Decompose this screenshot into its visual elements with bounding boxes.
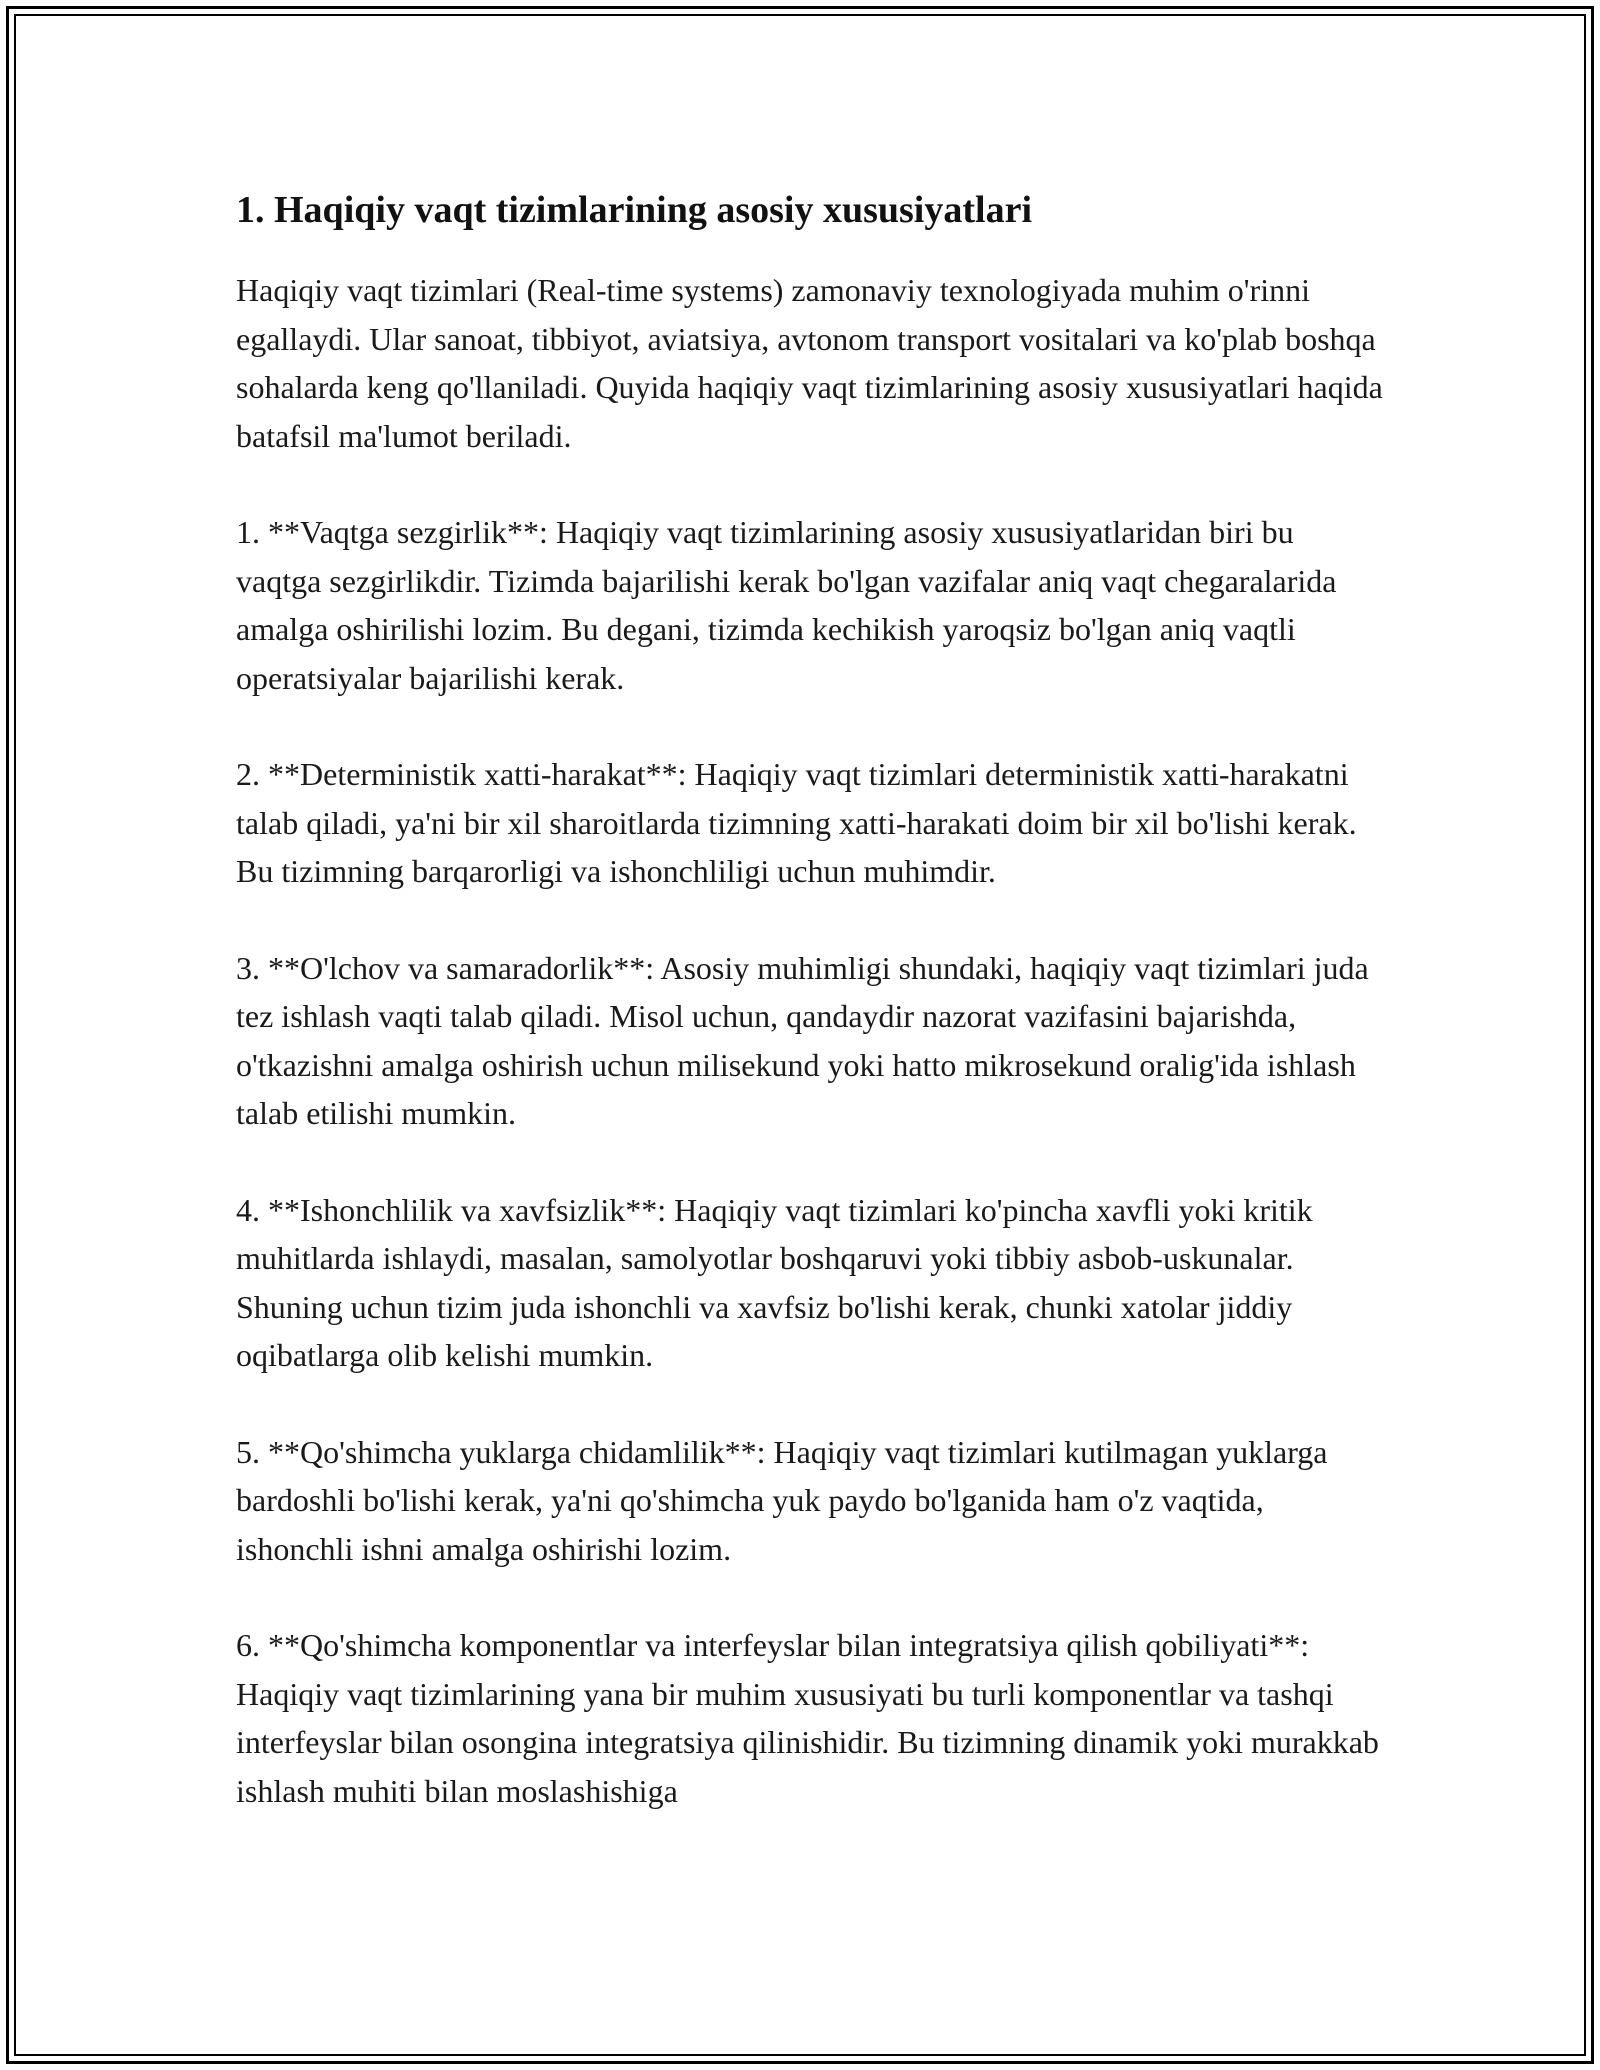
paragraph-performance: 3. **O'lchov va samaradorlik**: Asosiy muhimligi shundaki, haqiqiy vaqt tizimlari juda tez ishlash vaqti talab qiladi. Misol uchun, qandaydir nazorat vazifasini bajarishda, o'tkazishni amalga oshirish uchun milisekund yoki hatto mikrosekund oralig'ida ishlash talab etilishi mumkin. [236,949,1369,1131]
paragraph-load-tolerance: 5. **Qo'shimcha yuklarga chidamlilik**: Haqiqiy vaqt tizimlari kutilmagan yuklarga bardoshli bo'lishi kerak, ya'ni qo'shimcha yuk paydo bo'lganida ham o'z vaqtida, ishonchli ishni amalga oshirishi lozim. [236,1433,1328,1567]
document-body [236,184,1386,1863]
intro-paragraph: Haqiqiy vaqt tizimlari (Real-time systems) zamonaviy texnologiyada muhim o'rinni egallaydi. Ular sanoat, tibbiyot, aviatsiya, avtonom transport vositalari va ko'plab boshqa sohalarda keng qo'llaniladi. Quyida haqiqiy vaqt tizimlarining asosiy xususiyatlari haqida batafsil ma'lumot beriladi. [236,272,1383,454]
section-heading: 1. Haqiqiy vaqt tizimlarining asosiy xususiyatlari [236,189,1032,231]
paragraph-integration: 6. **Qo'shimcha komponentlar va interfeyslar bilan integratsiya qilish qobiliyati**: Haqiqiy vaqt tizimlarining yana bir muhim xususiyati bu turli komponentlar va tashqi interfeyslar bilan osongina integratsiya qilinishidir. Bu tizimning dinamik yoki murakkab ishlash muhiti bilan moslashishiga [236,1627,1379,1809]
paragraph-time-sensitivity: 1. **Vaqtga sezgirlik**: Haqiqiy vaqt tizimlarining asosiy xususiyatlaridan biri bu vaqtga sezgirlikdir. Tizimda bajarilishi kerak bo'lgan vazifalar aniq vaqt chegaralarida amalga oshirilishi lozim. Bu degani, tizimda kechikish yaroqsiz bo'lgan aniq vaqtli operatsiyalar bajarilishi kerak. [236,514,1337,696]
paragraph-deterministic-behavior: 2. **Deterministik xatti-harakat**: Haqiqiy vaqt tizimlari deterministik xatti-harakatni talab qiladi, ya'ni bir xil sharoitlarda tizimning xatti-harakati doim bir xil bo'lishi kerak. Bu tizimning barqarorligi va ishonchliligi uchun muhimdir. [236,756,1357,889]
paragraph-reliability-safety: 4. **Ishonchlilik va xavfsizlik**: Haqiqiy vaqt tizimlari ko'pincha xavfli yoki kritik muhitlarda ishlaydi, masalan, samolyotlar boshqaruvi yoki tibbiy asbob-uskunalar. Shuning uchun tizim juda ishonchli va xavfsiz bo'lishi kerak, chunki xatolar jiddiy oqibatlarga olib kelishi mumkin. [236,1191,1313,1373]
